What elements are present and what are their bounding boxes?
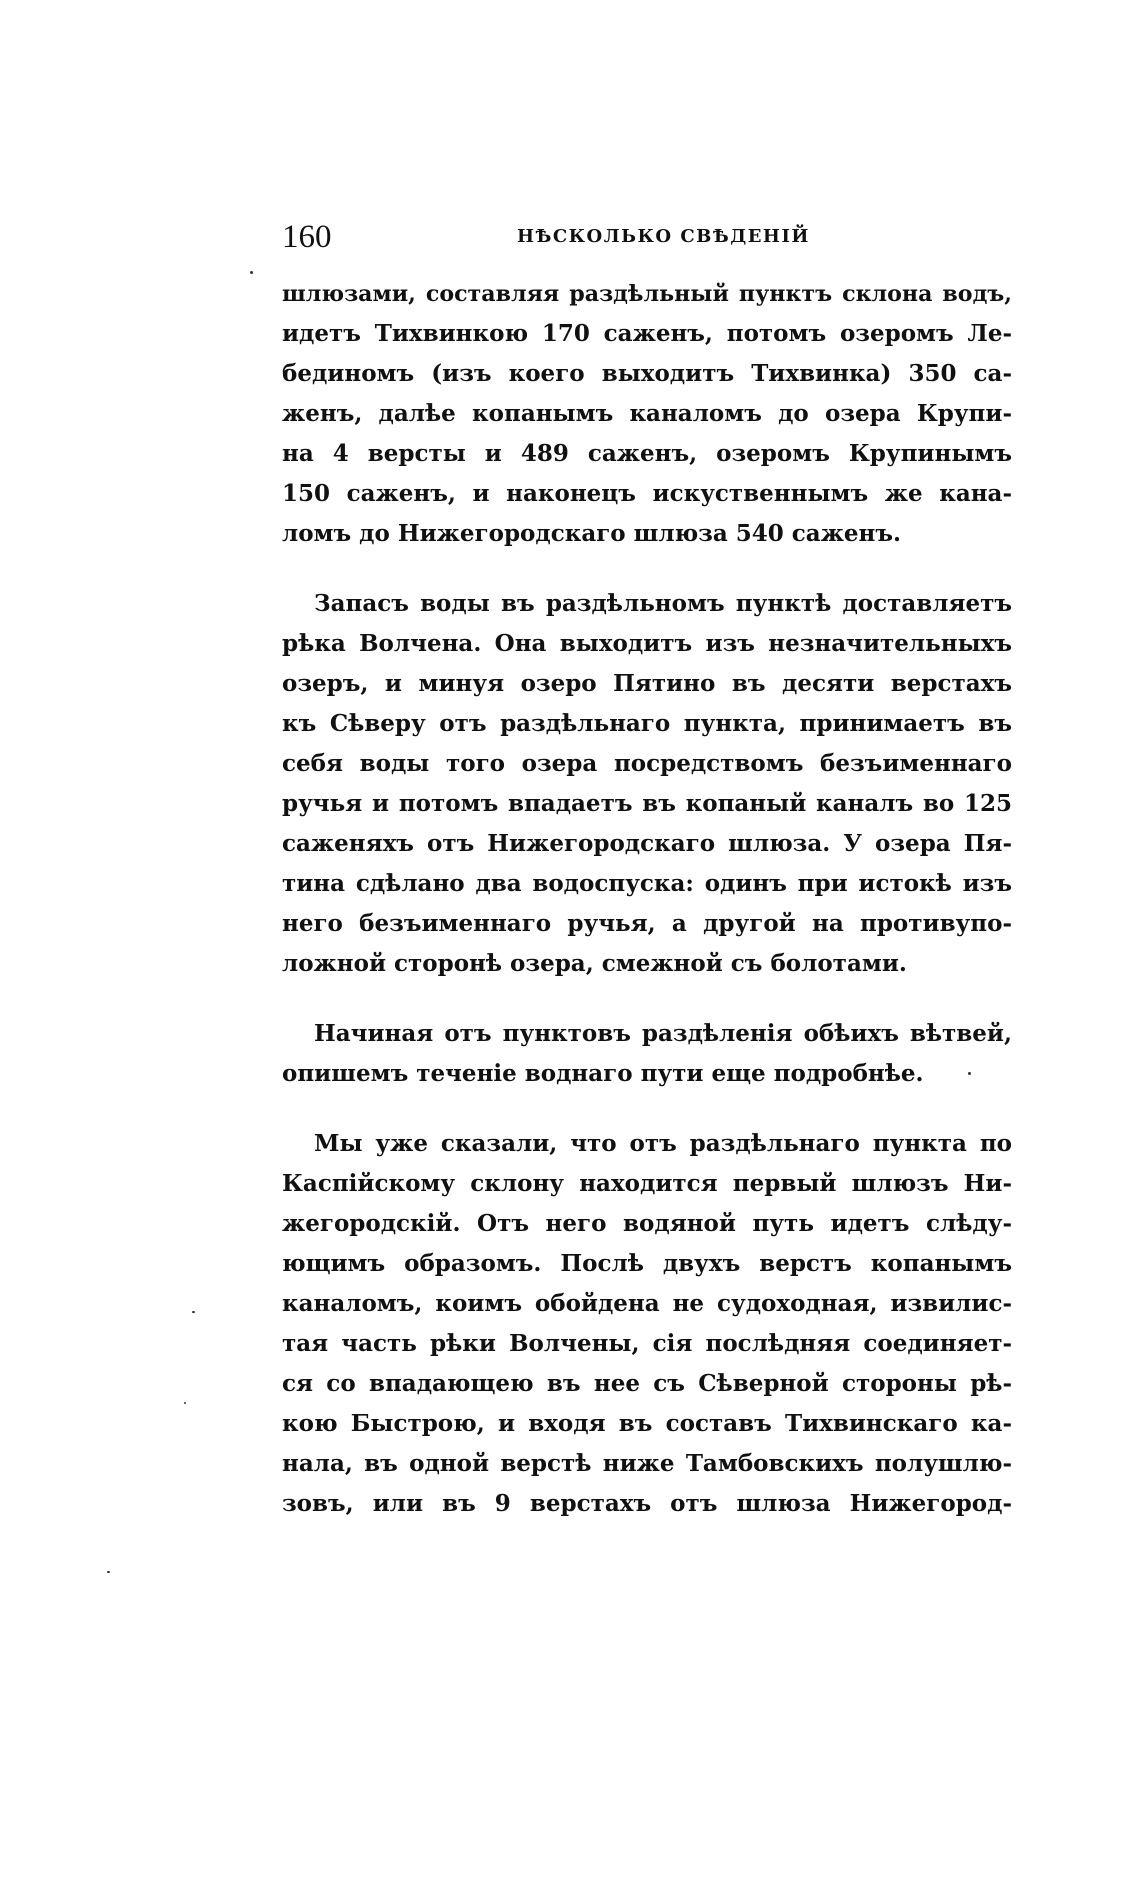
paper-speck <box>192 1311 195 1313</box>
text-line: ющимъ образомъ. Послѣ двухъ верстъ копанымъ <box>282 1250 1012 1277</box>
paragraph <box>282 584 1012 984</box>
text-line: нала, въ одной верстѣ ниже Тамбовскихъ полушлю- <box>282 1450 1012 1477</box>
running-head <box>282 215 1012 259</box>
paper-speck <box>968 1072 971 1075</box>
paragraph <box>282 1124 1012 1524</box>
paper-speck <box>184 1402 186 1404</box>
text-line: каналомъ, коимъ обойдена не судоходная, извилис- <box>282 1290 1012 1317</box>
text-line: Начиная отъ пунктовъ раздѣленія обѣихъ вѣтвей, <box>314 1020 1012 1047</box>
running-head-title: НѢСКОЛЬКО СВѢДЕНІЙ <box>517 226 810 247</box>
paragraph <box>282 1014 1012 1094</box>
text-line: него безъименнаго ручья, а другой на противупо- <box>282 910 1012 937</box>
text-line: Мы уже сказали, что отъ раздѣльнаго пункта по <box>314 1130 1012 1157</box>
text-line: идетъ Тихвинкою 170 саженъ, потомъ озеромъ Ле- <box>282 320 1012 347</box>
text-line: себя воды того озера посредствомъ безъименнаго <box>282 750 1012 777</box>
paragraph <box>282 274 1012 554</box>
text-line: ручья и потомъ впадаетъ въ копаный каналъ во 125 <box>282 790 1012 817</box>
page-number: 160 <box>282 219 332 255</box>
text-line: Каспійскому склону находится первый шлюзъ Ни- <box>282 1170 1012 1197</box>
text-line: зовъ, или въ 9 верстахъ отъ шлюза Нижегород- <box>282 1490 1012 1517</box>
text-line: Запасъ воды въ раздѣльномъ пунктѣ доставляетъ <box>314 590 1012 617</box>
paper-speck <box>250 271 253 274</box>
text-line: саженяхъ отъ Нижегородскаго шлюза. У озера Пя- <box>282 830 1012 857</box>
text-line: ломъ до Нижегородскаго шлюза 540 саженъ. <box>282 520 902 547</box>
text-line: тина сдѣлано два водоспуска: одинъ при истокѣ изъ <box>282 870 1012 897</box>
text-line: бединомъ (изъ коего выходитъ Тихвинка) 350 са- <box>282 360 1012 387</box>
text-line: ся со впадающею въ нее съ Сѣверной стороны рѣ- <box>282 1370 1012 1397</box>
text-line: шлюзами, составляя раздѣльный пунктъ склона водъ, <box>282 281 1012 307</box>
text-line: кою Быстрою, и входя въ составъ Тихвинскаго ка- <box>282 1410 1012 1437</box>
text-line: ложной сторонѣ озера, смежной съ болотами. <box>282 950 907 977</box>
text-line: озеръ, и минуя озеро Пятино въ десяти верстахъ <box>282 670 1012 697</box>
text-line: рѣка Волчена. Она выходитъ изъ незначительныхъ <box>282 630 1012 657</box>
text-line: 150 саженъ, и наконецъ искуственнымъ же кана- <box>282 480 1012 507</box>
text-line: на 4 версты и 489 саженъ, озеромъ Крупинымъ <box>282 440 1012 467</box>
text-line: женъ, далѣе копанымъ каналомъ до озера Крупи- <box>282 400 1012 427</box>
text-line: опишемъ теченіе воднаго пути еще подробнѣе. <box>282 1060 924 1087</box>
text-line: жегородскій. Отъ него водяной путь идетъ слѣду- <box>282 1210 1012 1237</box>
body-text <box>282 274 1012 1554</box>
paper-speck <box>107 1571 110 1573</box>
text-line: къ Сѣверу отъ раздѣльнаго пункта, принимаетъ въ <box>282 710 1012 737</box>
text-line: тая часть рѣки Волчены, сія послѣдняя соединяет- <box>282 1330 1012 1357</box>
